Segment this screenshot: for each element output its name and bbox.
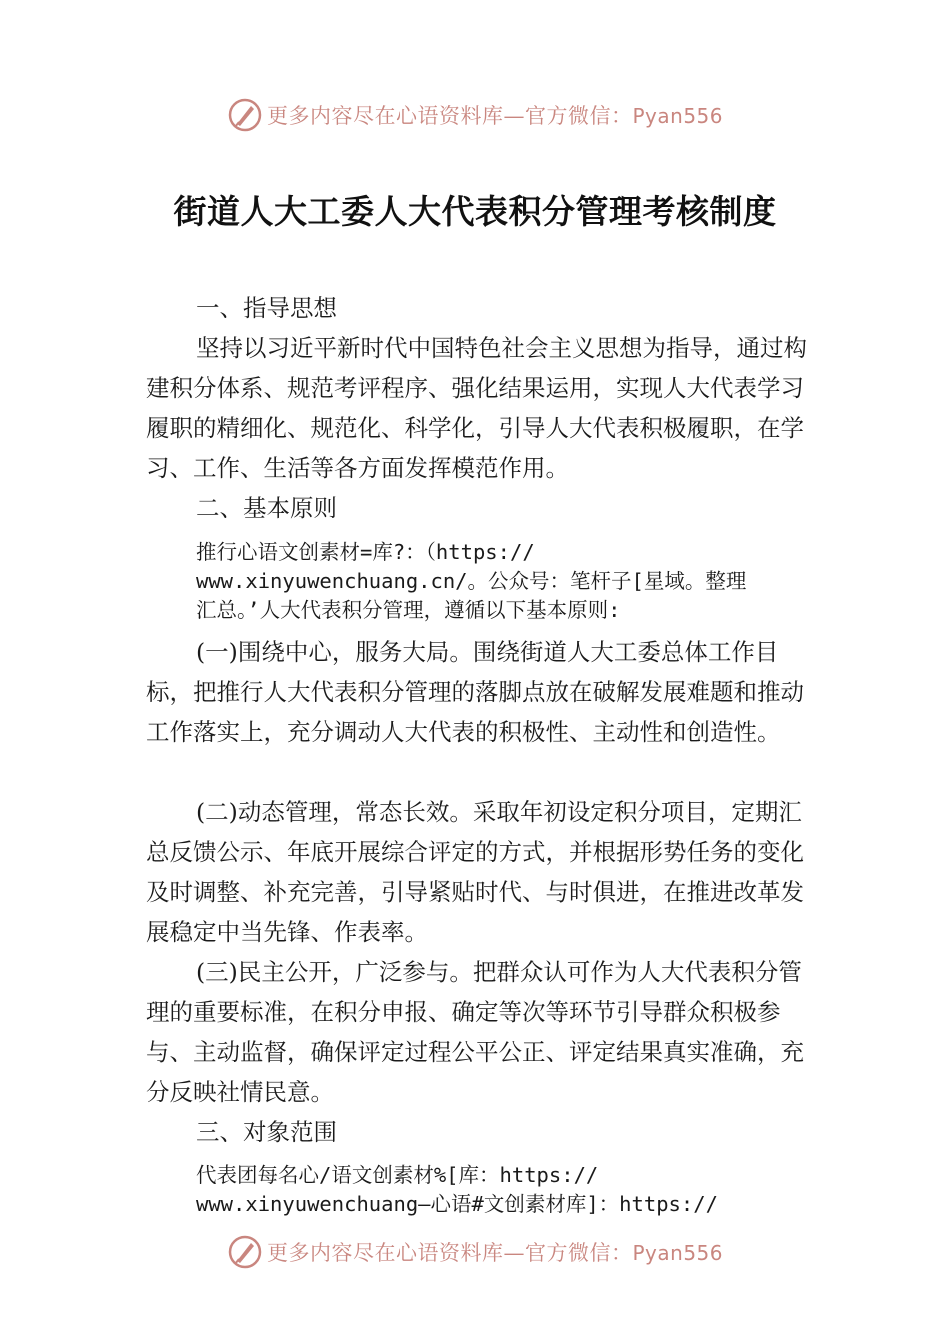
- section-3-heading: 三、对象范围: [196, 1118, 337, 1146]
- watermark-banner-bottom: [0, 1232, 950, 1272]
- section-2-heading: 二、基本原则: [196, 494, 337, 522]
- section-2-item-1: (一)围绕中心，服务大局。围绕街道人大工委总体工作目标，把推行人大代表积分管理的落脚点放在破解发展难题和推动工作落实上，充分调动人大代表的积极性、主动性和创造性。: [146, 638, 804, 746]
- watermark-label: 更多内容尽在心语资料库—官方微信：: [266, 104, 633, 128]
- quill-pen-icon: [227, 1234, 263, 1270]
- section-2-item-2: (二)动态管理，常态长效。采取年初设定积分项目，定期汇总反馈公示、年底开展综合评定的方式，并根据形势任务的变化及时调整、补充完善，引导紧贴时代、与时俱进，在推进改革发展稳定中当先锋、作表率。: [146, 798, 804, 946]
- wechat-id: Pyan556: [632, 104, 723, 128]
- section-2-item-3: (三)民主公开，广泛参与。把群众认可作为人大代表积分管理的重要标准，在积分申报、确定等次等环节引导群众积极参与、主动监督，确保评定过程公平公正、评定结果真实准确，充分反映社情民意。: [146, 958, 804, 1106]
- section-1-body: 坚持以习近平新时代中国特色社会主义思想为指导，通过构建积分体系、规范考评程序、强化结果运用，实现人大代表学习履职的精细化、规范化、科学化，引导人大代表积极履职，在学习、工作、生活等各方面发挥模范作用。: [146, 334, 807, 482]
- watermark-label: 更多内容尽在心语资料库—官方微信：: [266, 1241, 633, 1265]
- section-1-heading: 一、指导思想: [196, 294, 337, 322]
- section-2-intro-line-1: 推行心语文创素材=库?：（https://: [196, 540, 535, 564]
- watermark-text: [267, 1237, 723, 1267]
- document-title: 街道人大工委人大代表积分管理考核制度: [173, 192, 777, 231]
- section-2-intro-line-3: 汇总。’人大代表积分管理，遵循以下基本原则:: [196, 598, 621, 622]
- section-3-line-2: www.xinyuwenchuang—心语#文创素材库]：https://: [196, 1192, 718, 1216]
- watermark-text: [267, 100, 723, 130]
- quill-pen-icon: [227, 97, 263, 133]
- watermark-banner-top: [0, 95, 950, 135]
- section-2-intro-line-2: www.xinyuwenchuang.cn/。公众号：笔杆子[星域。整理: [196, 569, 747, 593]
- wechat-id: Pyan556: [632, 1241, 723, 1265]
- section-3-line-1: 代表团每名心/语文创素材%[库：https://: [196, 1163, 599, 1187]
